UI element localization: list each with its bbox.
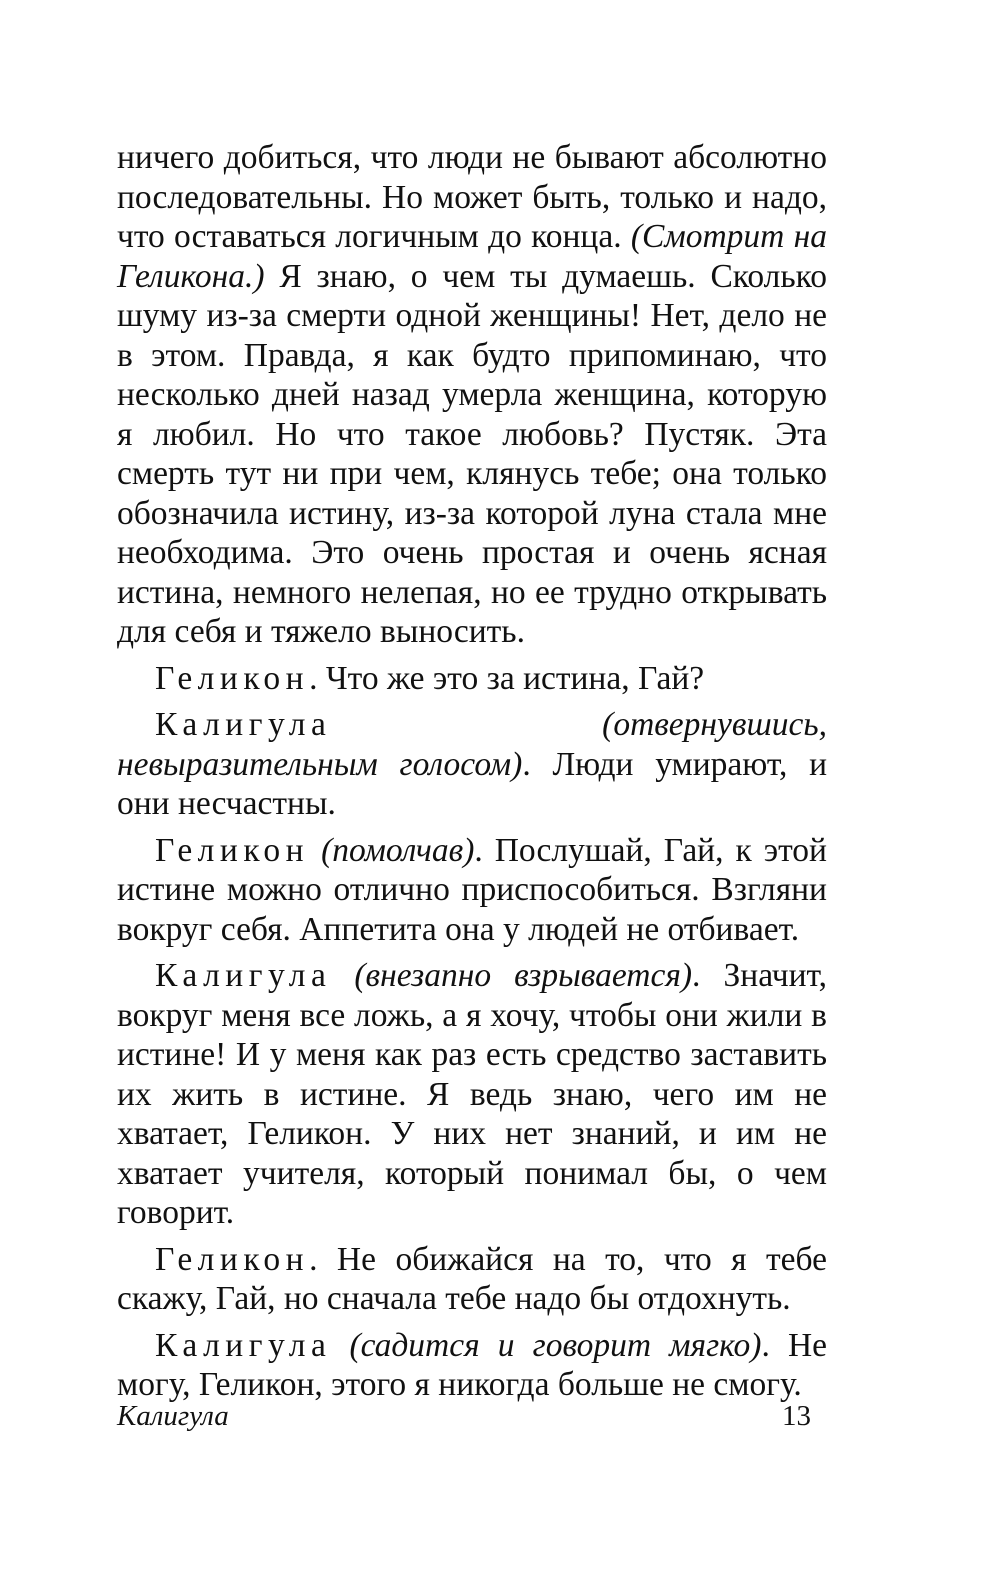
page-number: 13: [782, 1400, 811, 1432]
speaker-name: Калигула: [155, 957, 332, 994]
dialogue-line: [117, 659, 827, 699]
dialogue-text: . Не могу, Геликон, этого я никогда больше не смогу.: [117, 1326, 828, 1403]
body-text: [117, 138, 827, 1405]
page-footer: [117, 1400, 827, 1444]
dialogue-line: [117, 1326, 827, 1405]
stage-direction: (внезапно взрывается): [354, 957, 693, 994]
paragraph-text: ничего добиться, что люди не бывают абсолютно последовательны. Но может быть, только и надо, что оставаться логичным до конца.: [117, 139, 827, 255]
stage-direction: (отвернувшись, невыразительным голосом): [117, 706, 827, 783]
running-title: Калигула: [117, 1400, 229, 1432]
dialogue-text: . Люди умирают, и они несчастны.: [117, 745, 827, 822]
dialogue-text: . Значит, вокруг меня все ложь, а я хочу, чтобы они жили в истине! И у меня как раз есть средство заставить их жить в истине. Я ведь знаю, чего им не хватает, Геликон. У них нет знаний, и им не хватает учителя, который понимал бы, о чем говорит.: [117, 957, 827, 1231]
speaker-name: Калигула: [155, 706, 332, 743]
dialogue-line: [117, 705, 827, 824]
dialogue-text: . Не обижайся на то, что я тебе скажу, Гай, но сначала тебе надо бы отдохнуть.: [117, 1240, 827, 1317]
dialogue-text: . Послушай, Гай, к этой истине можно отлично приспособиться. Взгляни вокруг себя. Аппетита она у людей не отбивает.: [117, 831, 827, 948]
paragraph-continuation: [117, 138, 827, 652]
paragraph-text: Я знаю, о чем ты думаешь. Сколько шуму из-за смерти одной женщины! Нет, дело не в этом. Правда, я как будто припоминаю, что несколько дней назад умерла женщина, которую я любил. Но что такое любовь? Пустяк. Эта смерть тут ни при чем, клянусь тебе; она только обозначила истину, из-за которой луна стала мне необходима. Это очень простая и очень ясная истина, немного нелепая, но ее трудно открывать для себя и тяжело выносить.: [117, 257, 827, 650]
stage-direction: (садится и говорит мягко): [349, 1326, 762, 1364]
dialogue-line: [117, 831, 827, 950]
speaker-name: Геликон: [155, 659, 310, 697]
dialogue-line: [117, 956, 827, 1233]
speaker-name: Геликон: [155, 1240, 310, 1278]
speaker-name: Геликон: [155, 831, 310, 869]
stage-direction: (Смотрит на Геликона.): [117, 218, 827, 295]
stage-direction: (помолчав): [321, 831, 475, 869]
speaker-name: Калигула: [155, 1326, 332, 1364]
dialogue-line: [117, 1240, 827, 1319]
dialogue-text: . Что же это за истина, Гай?: [309, 659, 705, 697]
